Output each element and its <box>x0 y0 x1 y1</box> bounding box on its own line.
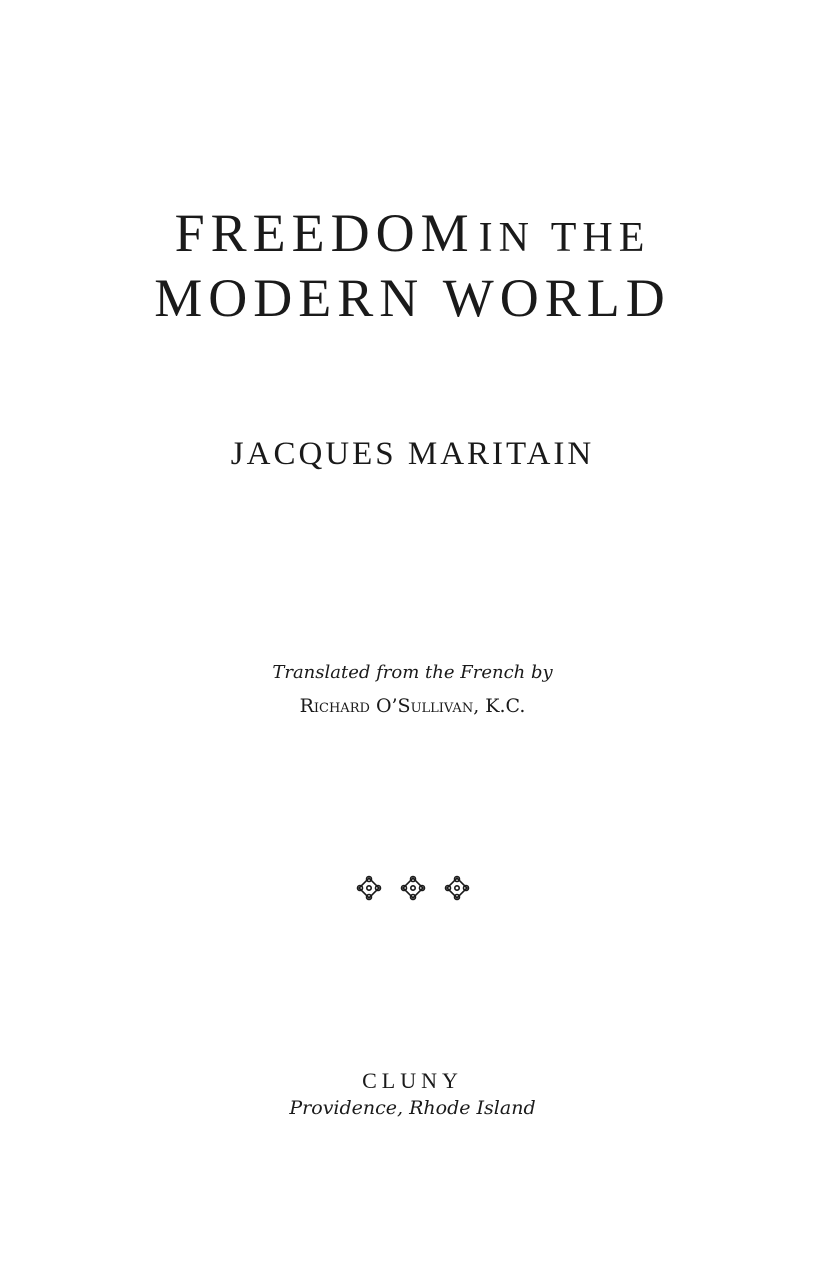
translator-name: Richard O’Sullivan, K.C. <box>299 695 526 717</box>
book-title-line-2 <box>0 268 825 328</box>
fleuron-ornament-icon <box>443 874 471 902</box>
publisher-place: Providence, Rhode Island <box>289 1097 536 1119</box>
book-title-words-small: IN THE <box>478 215 651 261</box>
book-title-word: FREEDOM <box>174 203 475 263</box>
author-name: JACQUES MARITAIN <box>230 436 595 472</box>
book-title-line-1 <box>0 203 825 263</box>
book-title-line-2-text: MODERN WORLD <box>154 268 671 328</box>
fleuron-ornament-icon <box>355 874 383 902</box>
publisher-name: CLUNY <box>362 1068 463 1093</box>
ornament-row <box>0 874 825 902</box>
translation-credit: Translated from the French by <box>272 662 553 683</box>
fleuron-ornament-icon <box>399 874 427 902</box>
